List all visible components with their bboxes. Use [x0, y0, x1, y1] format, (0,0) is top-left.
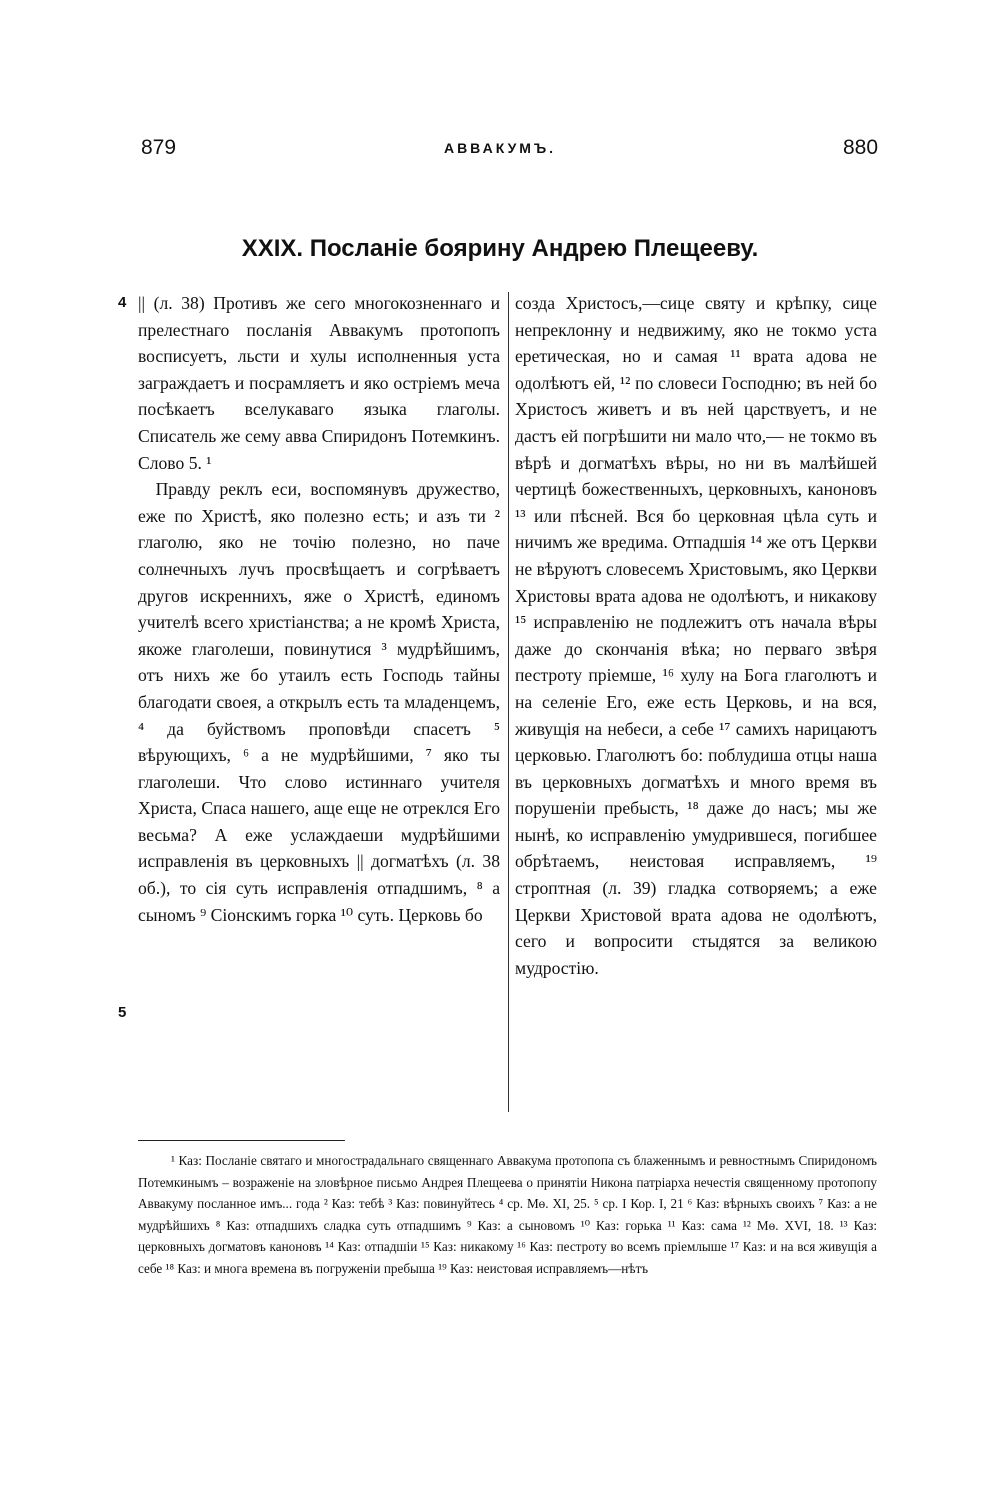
margin-number: 5	[118, 1004, 127, 1021]
section-title: XXIX. Посланіе боярину Андрею Плещееву.	[241, 235, 759, 262]
left-paragraph: || (л. 38) Противъ же сего многокозненнаго и прелестнаго посланія Аввакумъ протопопъ восписуетъ, льсти и хулы исполненныя уста заграждаетъ и посрамляетъ и яко остріемъ меча посѣкаетъ вселукаваго языка глаголы. Списатель же сему авва Спиридонъ Потемкинъ. Слово 5. ¹	[138, 293, 500, 473]
page-number-right: 880	[843, 136, 879, 159]
footnote-rule	[138, 1140, 345, 1141]
right-column	[515, 290, 877, 981]
page-number-left: 879	[141, 136, 177, 159]
running-head: АВВАКУМЪ.	[443, 140, 557, 156]
footnotes: ¹ Каз: Посланіе святаго и многострадальнаго священнаго Аввакума протопопа съ блаженнымъ и ревностнымъ Спиридономъ Потемкинымъ – возраженіе на зловѣрное письмо Андрея Плещеева о принятіи Никона патріарха нечестія священному протопопу Аввакуму посланное имъ... года ² Каз: тебѣ ³ Каз: повинуйтесь ⁴ ср. Мѳ. XI, 25. ⁵ ср. I Кор. I, 21 ⁶ Каз: вѣрныхъ своихъ ⁷ Каз: а не мудрѣйшихъ ⁸ Каз: отпадшихъ сладка суть отпадшимъ ⁹ Каз: а сыновомъ ¹⁰ Каз: горька ¹¹ Каз: сама ¹² Мѳ. XVI, 18. ¹³ Каз: церковныхъ догматовъ каноновъ ¹⁴ Каз: отпадшіи ¹⁵ Каз: никакому ¹⁶ Каз: пестроту во всемъ пріемлыше ¹⁷ Каз: и на вся живущія а себе ¹⁸ Каз: и многа времена въ погруженіи пребыша ¹⁹ Каз: неистовая исправляемъ—нѣтъ	[138, 1153, 877, 1276]
margin-number: 4	[118, 294, 127, 311]
column-divider	[508, 292, 509, 1112]
left-column	[138, 290, 500, 928]
right-paragraph: созда Христосъ,—сице святу и крѣпку, сице непреклонну и недвижиму, яко не токмо уста еретическая, но и самая ¹¹ врата адова не одолѣютъ ей, ¹² по словеси Господню; въ ней бо Христосъ живетъ и въ ней царствуетъ, и не дастъ ей погрѣшити ни мало что,— не токмо въ вѣрѣ и догматѣхъ вѣры, но ни въ малѣйшей чертицѣ божественныхъ, церковныхъ, каноновъ ¹³ или пѣсней. Вся бо церковная цѣла суть и ничимъ же вредима. Отпадшія ¹⁴ же отъ Церкви не вѣруютъ словесемъ Христовымъ, яко Церкви Христовы врата адова не одолѣютъ, и никакову ¹⁵ исправленію не подлежитъ отъ начала вѣры даже до скончанія вѣка; но перваго звѣря пестроту пріемше, ¹⁶ хулу на Бога глаголютъ и на селеніе Его, еже есть Церковь, и на вся, живущія на небеси, а себе ¹⁷ самихъ нарицаютъ церковью. Глаголютъ бо: поблудиша отцы наша въ церковныхъ догматѣхъ и много время въ порушеніи пребысть, ¹⁸ даже до насъ; мы же нынѣ, ко исправленію умудрившеся, погибшее обрѣтаемъ, неистовая исправляемъ, ¹⁹ строптная (л. 39) гладка сотворяемъ; а еже Церкви Христовой врата адова не одолѣютъ, сего и вопросити стыдятся за великою мудростію.	[515, 293, 877, 978]
left-paragraph: Правду реклъ еси, воспомянувъ дружество, еже по Христѣ, яко полезно есть; и азъ ти ² глаголю, яко не точію полезно, но паче солнечныхъ лучъ просвѣщаетъ и согрѣваетъ другов искреннихъ, яже о Христѣ, единомъ учителѣ всего христіанства; а не кромѣ Христа, якоже глаголеши, повинутися ³ мудрѣйшимъ, отъ нихъ же бо утаилъ есть Господь тайны благодати своея, а открылъ есть та младенцемъ, ⁴ да буйствомъ проповѣди спасетъ ⁵ вѣрующихъ, ⁶ а не мудрѣйшими, ⁷ яко ты глаголеши. Что слово истиннаго учителя Христа, Спаса нашего, аще еще не отреклся Его весьма? А еже услаждаеши мудрѣйшими исправленія въ церковныхъ || догматѣхъ (л. 38 об.), то сія суть исправленія отпадшимъ, ⁸ а сыномъ ⁹ Сіонскимъ горка ¹⁰ суть. Церковь бо	[138, 479, 500, 925]
